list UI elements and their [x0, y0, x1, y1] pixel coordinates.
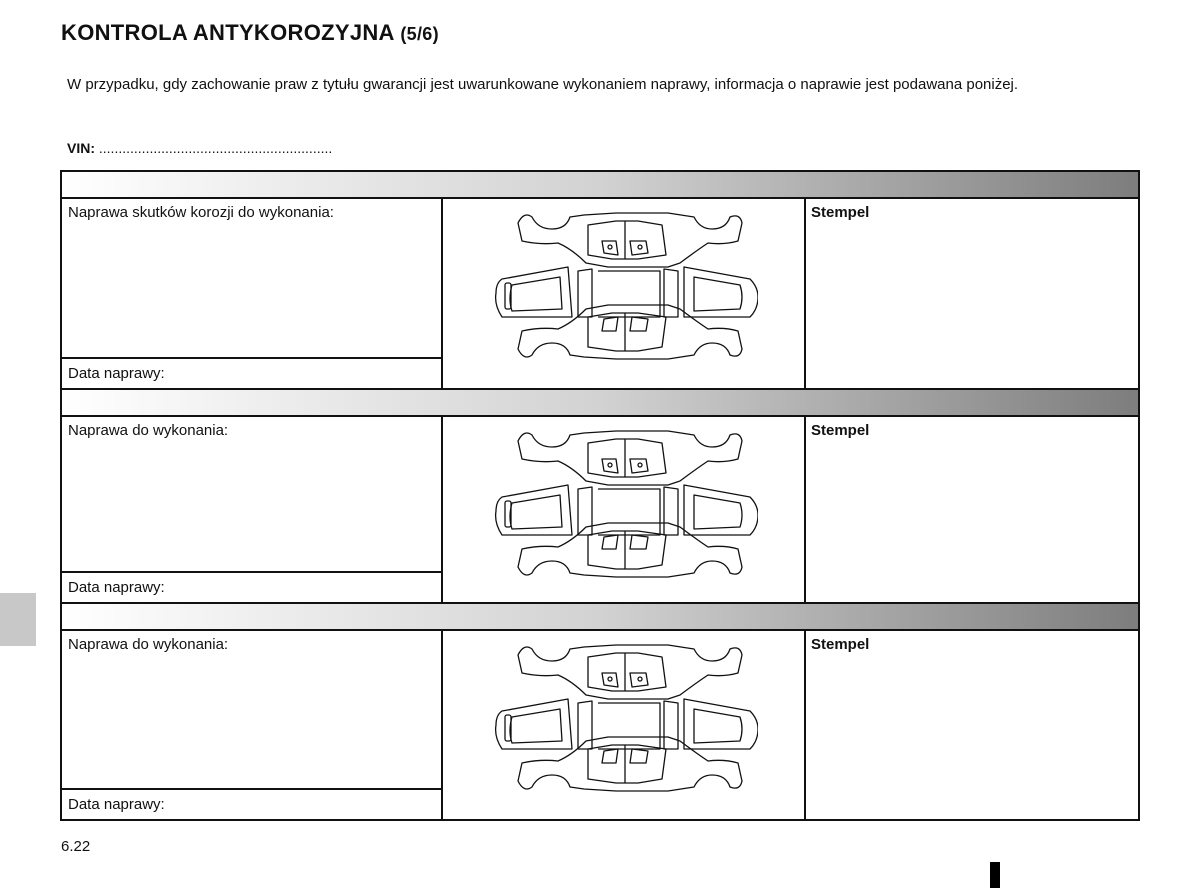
repair-section-1 — [60, 170, 1140, 390]
intro-text: W przypadku, gdy zachowanie praw z tytułu gwarancji jest uwarunkowane wykonaniem naprawy, informacja o naprawie jest podawana poniżej. — [67, 76, 1019, 93]
repair-date-label: Data naprawy: — [68, 796, 165, 813]
car-body-diagram-icon — [488, 423, 758, 583]
repair-label: Naprawa do wykonania: — [68, 636, 229, 653]
vin-line — [67, 140, 332, 156]
car-diagram-cell — [443, 631, 806, 819]
repair-label: Naprawa skutków korozji do wykonania: — [68, 204, 334, 221]
vin-label: VIN: — [67, 140, 95, 156]
car-body-diagram-icon — [488, 637, 758, 797]
car-body-diagram-icon — [488, 205, 758, 365]
repair-date-row — [62, 788, 441, 819]
stamp-cell — [806, 199, 1138, 388]
repair-label: Naprawa do wykonania: — [68, 422, 229, 439]
repair-date-row — [62, 571, 441, 602]
repair-section-3 — [60, 602, 1140, 821]
repair-description-cell — [62, 199, 443, 388]
repair-section-2 — [60, 388, 1140, 604]
section-header-bar — [62, 604, 1138, 631]
stamp-label: Stempel — [811, 204, 870, 221]
car-diagram-cell — [443, 417, 806, 602]
corner-mark — [990, 862, 1000, 888]
repair-date-row — [62, 357, 441, 388]
chapter-tab — [0, 593, 36, 646]
title-main: KONTROLA ANTYKOROZYJNA — [61, 20, 394, 45]
repair-date-label: Data naprawy: — [68, 579, 165, 596]
repair-date-label: Data naprawy: — [68, 365, 165, 382]
stamp-cell — [806, 631, 1138, 819]
stamp-cell — [806, 417, 1138, 602]
car-diagram-cell — [443, 199, 806, 388]
section-header-bar — [62, 172, 1138, 199]
repair-description-cell — [62, 417, 443, 602]
section-header-bar — [62, 390, 1138, 417]
title-sub: (5/6) — [400, 24, 439, 44]
page-title — [61, 20, 439, 46]
repair-description-cell — [62, 631, 443, 819]
page-number: 6.22 — [61, 838, 91, 855]
stamp-label: Stempel — [811, 636, 870, 653]
stamp-label: Stempel — [811, 422, 870, 439]
vin-dots: ............................................................ — [98, 140, 333, 156]
